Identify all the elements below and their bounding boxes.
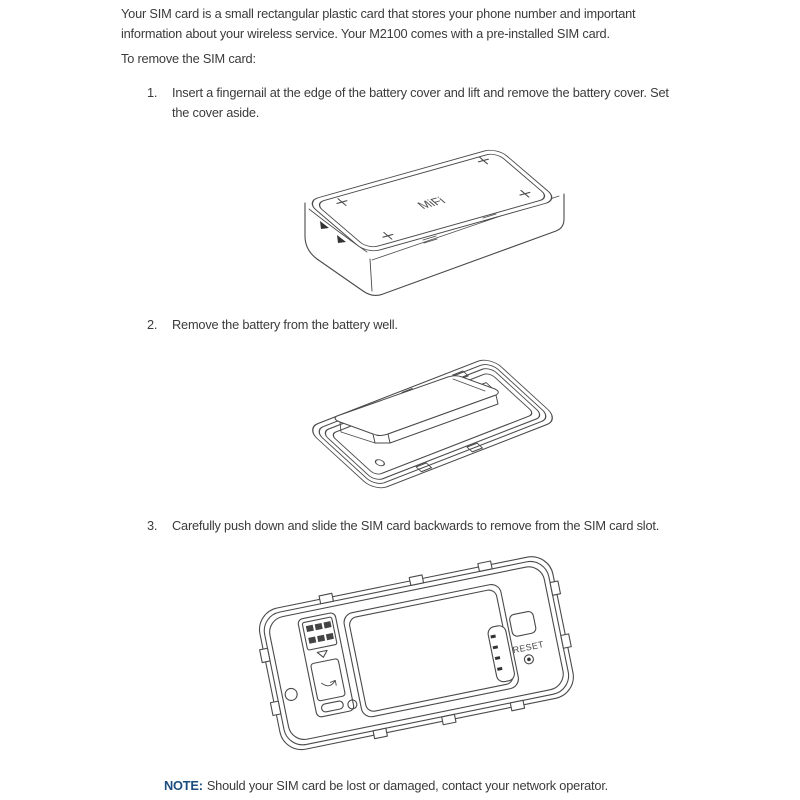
sim-contact-pads <box>306 621 334 644</box>
step-2-line-1: Remove the battery from the battery well. <box>172 317 398 332</box>
step-1-line-1: Insert a fingernail at the edge of the battery cover and lift and remove the battery cover. Set <box>172 85 669 100</box>
battery-cover-illustration <box>275 140 575 302</box>
battery-connector <box>487 625 516 683</box>
cover-latch-mark <box>320 221 329 229</box>
step-item-3 <box>147 516 659 536</box>
intro-line-2: information about your wireless service. Your M2100 comes with a pre-installed SIM card. <box>121 26 610 41</box>
step-number-1: 1. <box>147 85 158 100</box>
step-3-line-1: Carefully push down and slide the SIM card backwards to remove from the SIM card slot. <box>172 518 660 533</box>
step-item-2 <box>147 315 398 335</box>
sim-slot-illustration <box>230 542 610 770</box>
figure-sim-slot <box>230 542 610 770</box>
battery <box>335 376 498 443</box>
sim-direction-arrow <box>317 650 328 658</box>
interior-hole <box>284 687 298 701</box>
figure-battery-cover <box>275 140 575 302</box>
figure-battery-removal <box>285 342 585 500</box>
list-intro <box>121 49 256 69</box>
mifi-logo-text: MiFi <box>413 194 449 212</box>
step-text-1 <box>172 83 669 123</box>
reset-label: RESET <box>511 639 545 656</box>
list-intro-text: To remove the SIM card: <box>121 51 256 66</box>
shell-hole <box>374 459 387 467</box>
note <box>164 776 608 796</box>
intro-line-1: Your SIM card is a small rectangular plastic card that stores your phone number and important <box>121 6 636 21</box>
intro-paragraph <box>121 4 635 44</box>
reset-square <box>509 611 537 637</box>
step-item-1 <box>147 83 669 123</box>
battery-removal-illustration <box>285 342 585 500</box>
step-text-2 <box>172 315 398 335</box>
note-text: Should your SIM card be lost or damaged, contact your network operator. <box>206 778 609 793</box>
step-number-3: 3. <box>147 518 158 533</box>
note-label: NOTE: <box>164 778 203 793</box>
sim-card <box>310 658 345 701</box>
step-number-2: 2. <box>147 317 158 332</box>
step-1-line-2: the cover aside. <box>172 105 260 120</box>
step-text-3 <box>172 516 659 536</box>
